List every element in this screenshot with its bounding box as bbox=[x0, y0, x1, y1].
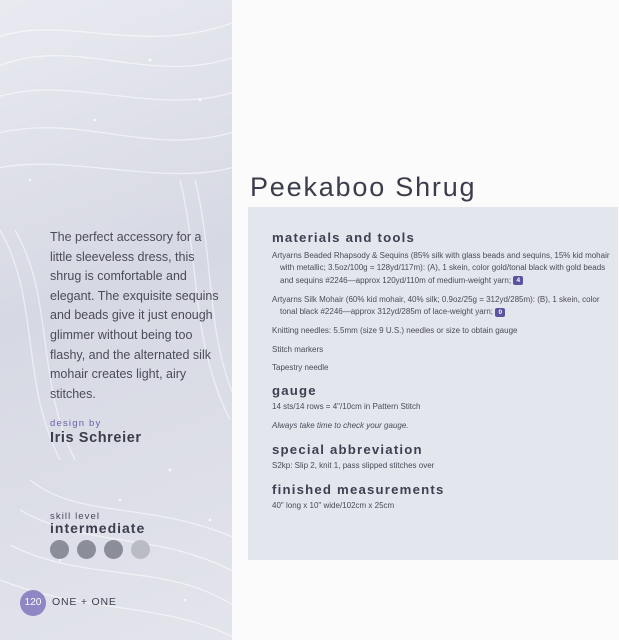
yarn-weight-4-icon: 4 bbox=[513, 276, 523, 285]
skill-level-value: intermediate bbox=[50, 520, 146, 536]
gauge-text: 14 sts/14 rows = 4"/10cm in Pattern Stitch bbox=[272, 402, 421, 412]
designer-name: Iris Schreier bbox=[50, 430, 142, 446]
tapestry-item: Tapestry needle bbox=[272, 363, 329, 373]
measurements-text: 40" long x 10" wide/102cm x 25cm bbox=[272, 501, 395, 511]
yarn-a-text: Artyarns Beaded Rhapsody & Sequins (85% silk with glass beads and sequins, 15% kid mohair with metallic; 3.5oz/100g = 128yd/117m): (A), 1 skein, color gold/tonal black with gold beads and sequins #2246—approx 120yd/110m of medium-weight yarn; bbox=[272, 251, 610, 285]
materials-heading: materials and tools bbox=[272, 230, 415, 245]
yarn-weight-0-icon: 0 bbox=[495, 308, 505, 317]
skill-level-label: skill level bbox=[50, 511, 101, 522]
skill-dot-filled bbox=[104, 540, 123, 559]
measurements-heading: finished measurements bbox=[272, 482, 445, 498]
yarn-b-text: Artyarns Silk Mohair (60% kid mohair, 40% silk; 0.9oz/25g = 312yd/285m): (B), 1 skein, color tonal black #2246—approx 312yd/285m of lace-weight yarn; bbox=[272, 294, 600, 317]
markers-item: Stitch markers bbox=[272, 344, 324, 354]
skill-dot-empty bbox=[131, 540, 150, 559]
page-title: Peekaboo Shrug bbox=[250, 172, 477, 202]
skill-level-dots bbox=[50, 540, 150, 559]
abbreviation-heading: special abbreviation bbox=[272, 441, 423, 457]
abbreviation-text: S2kp: Slip 2, knit 1, pass slipped stitches over bbox=[272, 460, 435, 470]
skill-dot-filled bbox=[77, 540, 96, 559]
yarn-a-item bbox=[272, 250, 610, 287]
yarn-b-item bbox=[272, 294, 610, 319]
gauge-heading: gauge bbox=[272, 383, 317, 399]
page-number: 120 bbox=[20, 590, 46, 616]
needles-item: Knitting needles: 5.5mm (size 9 U.S.) needles or size to obtain gauge bbox=[272, 326, 518, 336]
intro-text: The perfect accessory for a little sleeveless dress, this shrug is comfortable and elegant. The exquisite sequins and beads give it just enough glimmer without being too flashy, and the alternated silk mohair creates light, airy stitches. bbox=[50, 230, 219, 401]
design-by-label: design by bbox=[50, 418, 102, 429]
pattern-info-content bbox=[272, 230, 610, 513]
skill-dot-filled bbox=[50, 540, 69, 559]
gauge-note: Always take time to check your gauge. bbox=[272, 420, 409, 430]
footer-book-title: ONE + ONE bbox=[52, 596, 117, 608]
